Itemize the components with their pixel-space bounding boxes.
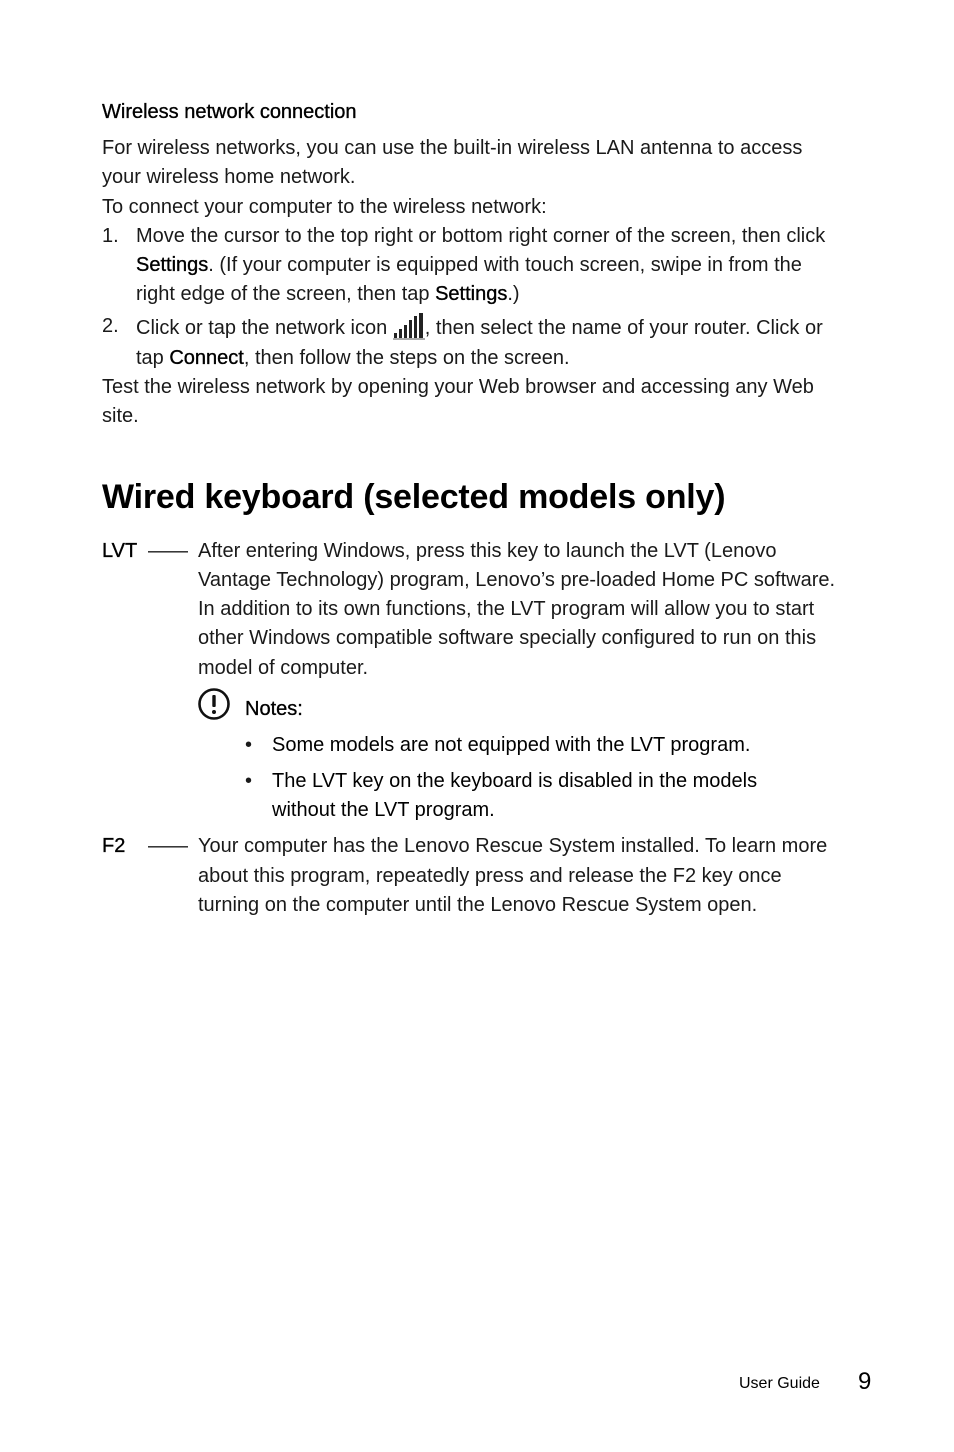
step-text (136, 344, 570, 374)
footer-label: User Guide (739, 1375, 820, 1392)
paragraph-line: To connect your computer to the wireless network: (102, 196, 547, 218)
paragraph-line: site. (102, 405, 139, 427)
description-line: Vantage Technology) program, Lenovo’s pre-loaded Home PC software. (198, 569, 836, 591)
paragraph-line: your wireless home network. (102, 166, 356, 188)
key-dash: —— (148, 835, 188, 857)
page-number: 9 (858, 1368, 872, 1395)
exclamation-circle-icon (197, 687, 231, 721)
note-bullet-text: without the LVT program. (272, 799, 495, 821)
bold-term: Connect (169, 347, 244, 369)
bold-term: Settings (435, 283, 508, 305)
description-line: model of computer. (198, 657, 369, 679)
bullet-dot: • (245, 770, 253, 792)
step-number: 2. (102, 315, 119, 337)
step-text (136, 251, 802, 281)
step-text (136, 312, 823, 344)
paragraph-line: For wireless networks, you can use the built-in wireless LAN antenna to access (102, 137, 803, 159)
bold-term: Settings (136, 254, 209, 276)
step-text-run: , then follow the steps on the screen. (243, 347, 570, 369)
section-title: Wired keyboard (selected models only) (102, 478, 726, 516)
note-bullet-text: The LVT key on the keyboard is disabled in the models (272, 770, 758, 792)
description-line: Your computer has the Lenovo Rescue System installed. To learn more (198, 835, 828, 857)
notes-label: Notes: (245, 698, 303, 720)
step-text-run: .) (507, 283, 520, 305)
description-line: other Windows compatible software specially configured to run on this (198, 627, 817, 649)
step-text-run: tap (136, 347, 170, 369)
section-subheading: Wireless network connection (102, 101, 357, 123)
paragraph-line: Test the wireless network by opening your Web browser and accessing any Web (102, 376, 814, 398)
description-line: In addition to its own functions, the LVT program will allow you to start (198, 598, 815, 620)
description-line: about this program, repeatedly press and release the F2 key once (198, 865, 782, 887)
network-signal-icon (393, 312, 425, 340)
step-text-run: , then select the name of your router. Click or (424, 317, 823, 339)
description-line: After entering Windows, press this key to launch the LVT (Lenovo (198, 540, 777, 562)
description-line: turning on the computer until the Lenovo Rescue System open. (198, 894, 758, 916)
key-dash: —— (148, 540, 188, 562)
bullet-dot: • (245, 734, 253, 756)
step-text-run: Click or tap the network icon (136, 317, 393, 339)
note-bullet-text: Some models are not equipped with the LVT program. (272, 734, 751, 756)
step-text-run: . (If your computer is equipped with touch screen, swipe in from the (208, 254, 802, 276)
step-text: Move the cursor to the top right or bottom right corner of the screen, then click (136, 225, 826, 247)
step-text-run: right edge of the screen, then tap (136, 283, 436, 305)
key-label-f2: F2 (102, 835, 126, 857)
key-label-lvt: LVT (102, 540, 138, 562)
step-number: 1. (102, 225, 119, 247)
step-text (136, 280, 520, 310)
